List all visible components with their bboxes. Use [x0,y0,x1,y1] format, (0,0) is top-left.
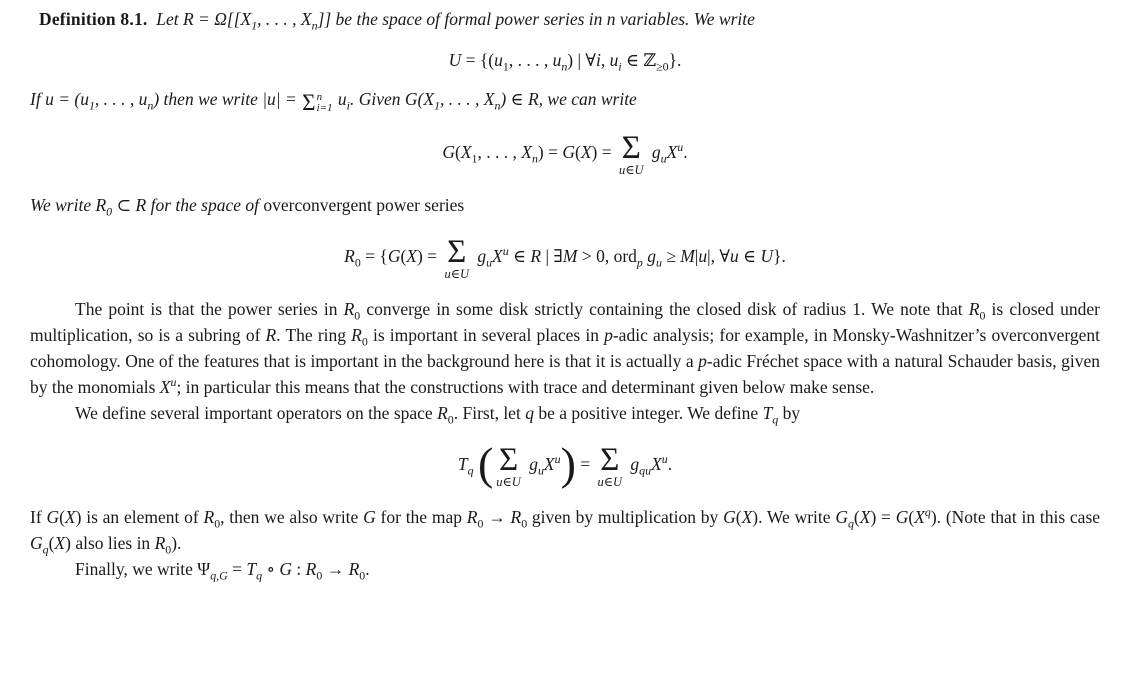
paragraph-finally: Finally, we write $\Psi_{q,G} = T_q$ ∘ G : $R_0 \to R_0$. [75,559,370,583]
paragraph-overconvergence: The point is that the power series in $R_0$ converge in some disk strictly containing the closed disk of radius 1. We note that $R_0$ is closed under multiplication, so is a subring of R. The ring $R_0$ is important in several places in p-adic analysis; for example, in Monsky-Washnitzer’s overconvergent cohomology. One of the features that is important in the background here is that it is actually a p-adic Fréchet space with a natural Schauder basis, given by the monomials $X^u$; in particular this means that the constructions with trace and determinant given below make sense. [30,299,1100,397]
equation-g-series: $G(X_1$, . . . , $X_n) = G(X)$ = Σ u∈U $g_uX^u$. [442,130,688,177]
definition-line-u: If $u = (u_1$, . . . , $u_n$) then we write |u| = Σ n i=1 $u_i$. Given $G(X_1$, . . . , $X_n$) ∈ R, we can write [30,89,637,115]
definition-label: Definition 8.1. [39,9,148,29]
equation-r0-definition: $R_0 = \{G(X)$ = Σ u∈U $g_uX^u$ ∈ R | ∃M > 0, ord$_p$ $g_u \ge M|u|$, ∀u ∈ U}. [344,234,786,281]
equation-tq-operator: $T_q$ ( Σ u∈U $g_uX^u$) = Σ u∈U $g_{qu}X^u$. [457,438,673,489]
paragraph-multiplication-map: If G(X) is an element of $R_0$, then we also write G for the map $R_0 \to R_0$ given by multiplication by G(X). We write $G_q(X) = G(X^q)$. (Note that in this case $G_q(X)$ also lies in $R_0$). [30,505,1101,557]
definition-line-r0: We write $R_0$ ⊂ R for the space of overconvergent power series [30,195,465,219]
paragraph-operators: We define several important operators on the space $R_0$. First, let q be a positive integer. We define $T_q$ by [75,403,801,427]
definition-paragraph [30,6,1100,32]
definition-intro: Let $R = \Omega[[X_1$, . . . , $X_n$]] be the space of formal power series in n variables. We write [156,9,755,33]
equation-u-set: $U = \{(u_1$, . . . , $u_n$) | ∀i, $u_i$ ∈ ℤ$_{\ge 0}$}. [448,50,682,74]
